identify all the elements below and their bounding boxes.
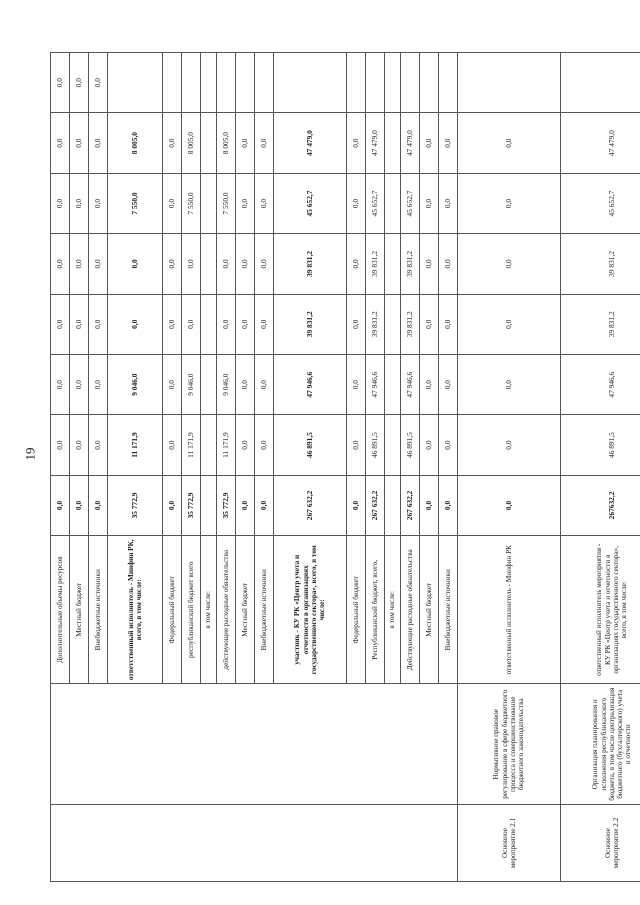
value-cell: 0,0 (217, 234, 236, 294)
event-code: Основное мероприятие 2.2 (561, 805, 640, 882)
empty-cell (385, 53, 401, 113)
value-cell: 0,0 (70, 475, 89, 535)
value-cell: 45 652,7 (274, 173, 347, 233)
value-cell: 47 946,6 (561, 354, 640, 414)
value-cell: 0,0 (458, 234, 561, 294)
value-cell: 0,0 (89, 415, 108, 475)
value-cell: 0,0 (458, 354, 561, 414)
value-cell (201, 173, 217, 233)
value-cell: 45 652,7 (366, 173, 385, 233)
budget-table (50, 52, 640, 882)
value-cell: 0,0 (347, 354, 366, 414)
value-cell: 35 772,9 (182, 475, 201, 535)
empty-cell (401, 53, 420, 113)
value-cell: 0,0 (420, 173, 439, 233)
value-cell (385, 234, 401, 294)
value-cell: 0,0 (70, 294, 89, 354)
value-cell: 11 171,9 (108, 415, 163, 475)
value-cell: 0,0 (255, 475, 274, 535)
value-cell: 0,0 (70, 354, 89, 414)
value-cell: 9 046,0 (217, 354, 236, 414)
event-title: Организация планирования и исполнения республиканского бюджета, в том числе централизация бюджетного (бухгалтерского) учета и отчетности (561, 684, 640, 805)
value-cell: 47 946,6 (274, 354, 347, 414)
value-cell: 0,0 (347, 113, 366, 173)
value-cell: 0,0 (51, 415, 70, 475)
empty-cell (108, 53, 163, 113)
value-cell: 35 772,9 (108, 475, 163, 535)
value-cell: 45 652,7 (561, 173, 640, 233)
value-cell: 46 891,5 (274, 415, 347, 475)
value-cell: 39 831,2 (366, 234, 385, 294)
value-cell: 0,0 (255, 234, 274, 294)
value-cell: 0,0 (439, 113, 458, 173)
event-title-cell (51, 684, 458, 805)
value-cell: 0,0 (420, 113, 439, 173)
value-cell (201, 113, 217, 173)
value-cell (201, 475, 217, 535)
value-cell: 46 891,5 (561, 415, 640, 475)
value-cell: 0,0 (236, 113, 255, 173)
table-row (51, 53, 70, 882)
empty-cell (420, 53, 439, 113)
value-cell: 0,0 (89, 113, 108, 173)
value-cell: 0,0 (70, 113, 89, 173)
page-number (0, 0, 640, 20)
value-cell: 267 632,2 (366, 475, 385, 535)
value-cell: 0,0 (163, 475, 182, 535)
value-cell: 0,0 (420, 354, 439, 414)
value-cell (201, 415, 217, 475)
value-cell: 0,0 (89, 234, 108, 294)
row-label: Действующие расходные обязательства (401, 536, 420, 684)
row-label: республиканский бюджет всего (182, 536, 201, 684)
value-cell: 0,0 (458, 294, 561, 354)
value-cell: 0,0 (51, 234, 70, 294)
value-cell: 47 479,0 (401, 113, 420, 173)
value-cell: 0,0 (108, 294, 163, 354)
value-cell: 0,0 (236, 173, 255, 233)
value-cell: 39 831,2 (561, 294, 640, 354)
value-cell: 7 550,0 (182, 173, 201, 233)
value-cell (385, 113, 401, 173)
value-cell: 46 891,5 (366, 415, 385, 475)
empty-cell (217, 53, 236, 113)
value-cell: 267 632,2 (401, 475, 420, 535)
empty-cell (163, 53, 182, 113)
row-label: Федеральный бюджет (163, 536, 182, 684)
row-label: Внебюджетные источники (439, 536, 458, 684)
value-cell (201, 354, 217, 414)
value-cell: 0,0 (347, 294, 366, 354)
event-row (561, 53, 640, 882)
value-cell: 0,0 (255, 415, 274, 475)
empty-cell (182, 53, 201, 113)
value-cell: 9 046,0 (182, 354, 201, 414)
value-cell: 11 171,9 (182, 415, 201, 475)
row-label: Республиканский бюджет, всего, (366, 536, 385, 684)
value-cell: 0,0 (163, 234, 182, 294)
value-cell: 39 831,2 (274, 294, 347, 354)
value-cell: 0,0 (51, 475, 70, 535)
row-label: ответственный исполнитель - Минфин РК, всего, в том числе: (108, 536, 163, 684)
empty-cell (201, 53, 217, 113)
value-cell: 0,0 (347, 415, 366, 475)
value-cell: 0,0 (347, 475, 366, 535)
value-cell: 0,0 (236, 354, 255, 414)
value-cell: 8 005,0 (182, 113, 201, 173)
value-cell: 0,0 (70, 173, 89, 233)
value-cell: 11 171,9 (217, 415, 236, 475)
value-cell: 9 046,0 (108, 354, 163, 414)
empty-cell (561, 53, 640, 113)
value-cell: 0,0 (70, 234, 89, 294)
value-cell: 0,0 (236, 294, 255, 354)
value-cell: 0,0 (163, 113, 182, 173)
value-cell: 47 946,6 (366, 354, 385, 414)
value-cell: 267 632,2 (274, 475, 347, 535)
empty-cell (366, 53, 385, 113)
value-cell: 0,0 (51, 173, 70, 233)
value-cell: 47 946,6 (401, 354, 420, 414)
value-cell: 39 831,2 (366, 294, 385, 354)
row-label: в том числе: (201, 536, 217, 684)
value-cell (385, 294, 401, 354)
value-cell: 0,0 (420, 294, 439, 354)
row-label: в том числе: (385, 536, 401, 684)
value-cell: 47 479,0 (366, 113, 385, 173)
value-cell: 0,0 (236, 234, 255, 294)
value-cell: 0,0 (182, 294, 201, 354)
value-cell: 0,0 (420, 415, 439, 475)
value-cell: 7 550,0 (217, 173, 236, 233)
value-cell: 39 831,2 (561, 234, 640, 294)
value-cell: 0,0 (458, 173, 561, 233)
value-cell: 0,0 (347, 234, 366, 294)
value-cell: 0,0 (51, 53, 70, 113)
value-cell: 0,0 (255, 294, 274, 354)
value-cell (385, 354, 401, 414)
event-title: Нормативное правовое регулирование в сфере бюджетного процесса и совершенствование бюджетного законодательства (458, 684, 561, 805)
value-cell (385, 415, 401, 475)
value-cell: 8 005,0 (108, 113, 163, 173)
event-code-cell (51, 805, 458, 882)
value-cell (201, 294, 217, 354)
value-cell: 0,0 (458, 415, 561, 475)
value-cell: 0,0 (217, 294, 236, 354)
value-cell: 0,0 (236, 475, 255, 535)
value-cell: 0,0 (347, 173, 366, 233)
value-cell (385, 475, 401, 535)
value-cell: 0,0 (51, 354, 70, 414)
row-label: Местный бюджет (70, 536, 89, 684)
value-cell: 46 891,5 (401, 415, 420, 475)
value-cell: 0,0 (439, 294, 458, 354)
value-cell: 0,0 (163, 173, 182, 233)
value-cell: 0,0 (236, 415, 255, 475)
value-cell: 0,0 (163, 354, 182, 414)
value-cell: 0,0 (51, 113, 70, 173)
value-cell: 0,0 (108, 234, 163, 294)
empty-cell (274, 53, 347, 113)
value-cell: 0,0 (89, 53, 108, 113)
value-cell: 267632,2 (561, 475, 640, 535)
empty-cell (347, 53, 366, 113)
value-cell: 45 652,7 (401, 173, 420, 233)
value-cell: 0,0 (420, 475, 439, 535)
value-cell: 0,0 (51, 294, 70, 354)
value-cell: 8 005,0 (217, 113, 236, 173)
value-cell: 0,0 (89, 475, 108, 535)
value-cell: 39 831,2 (274, 234, 347, 294)
value-cell: 0,0 (439, 415, 458, 475)
value-cell: 0,0 (182, 234, 201, 294)
event-code: Основное мероприятие 2.1 (458, 805, 561, 882)
row-label: Дополнительные объемы ресурсов (51, 536, 70, 684)
value-cell: 39 831,2 (401, 234, 420, 294)
row-label: Федеральный бюджет (347, 536, 366, 684)
value-cell: 0,0 (89, 354, 108, 414)
value-cell: 0,0 (439, 354, 458, 414)
value-cell: 0,0 (70, 53, 89, 113)
empty-cell (439, 53, 458, 113)
value-cell (385, 173, 401, 233)
value-cell: 0,0 (255, 173, 274, 233)
value-cell: 35 772,9 (217, 475, 236, 535)
row-label: Внебюджетные источники (255, 536, 274, 684)
event-row (458, 53, 561, 882)
row-label: действующие расходные обязательства (217, 536, 236, 684)
value-cell: 7 550,0 (108, 173, 163, 233)
value-cell: 0,0 (89, 173, 108, 233)
value-cell: 47 479,0 (561, 113, 640, 173)
value-cell: 0,0 (420, 234, 439, 294)
value-cell: 39 831,2 (401, 294, 420, 354)
event-executor-label: ответственный исполнитель - Минфин РК (458, 536, 561, 684)
value-cell: 0,0 (163, 294, 182, 354)
value-cell: 0,0 (439, 234, 458, 294)
page-number-text: 19 (22, 447, 38, 461)
value-cell: 0,0 (439, 475, 458, 535)
value-cell: 0,0 (439, 173, 458, 233)
row-label: Внебюджетные источники (89, 536, 108, 684)
value-cell (201, 234, 217, 294)
value-cell: 0,0 (89, 294, 108, 354)
value-cell: 0,0 (163, 415, 182, 475)
value-cell: 0,0 (458, 113, 561, 173)
empty-cell (458, 53, 561, 113)
empty-cell (236, 53, 255, 113)
empty-cell (255, 53, 274, 113)
value-cell: 0,0 (70, 415, 89, 475)
row-label: Местный бюджет (236, 536, 255, 684)
value-cell: 0,0 (255, 113, 274, 173)
value-cell: 47 479,0 (274, 113, 347, 173)
row-label: участник - КУ РК «Центр учета и отчетности в организациях государственного сектора», всего, в том числе: (274, 536, 347, 684)
budget-table-sheet (50, 52, 633, 882)
value-cell: 0,0 (458, 475, 561, 535)
value-cell: 0,0 (255, 354, 274, 414)
event-executor-label: ответственный исполнитель мероприятия - КУ РК «Центр учета и отчетности в организациях государственного сектора», всего, в том числе: (561, 536, 640, 684)
row-label: Местный бюджет (420, 536, 439, 684)
